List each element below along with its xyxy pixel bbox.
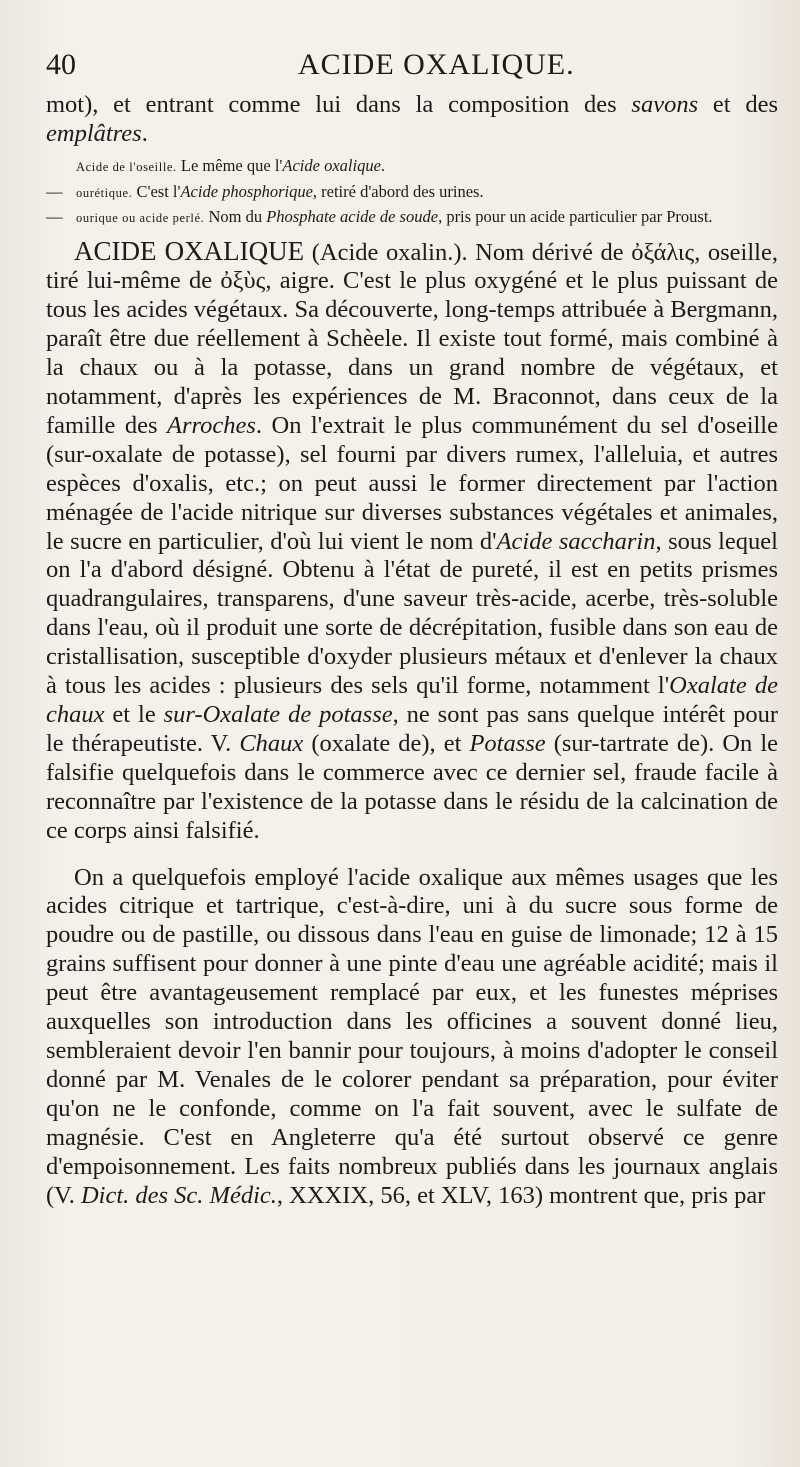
entry-term: Acide de l'oseille. — [76, 160, 177, 174]
italic-term: emplâtres — [46, 120, 142, 147]
text: (sur-tartrate de). On le falsifie quelquefois dans le commerce avec ce dernier sel, fraude facile à reconnaître par l'existence de la potasse dans le résidu de la calcination de ce corps ainsi falsifié. — [46, 729, 778, 844]
usage-paragraph — [46, 864, 778, 1211]
text: On a quelquefois employé l'acide oxalique aux mêmes usages que les acides citrique et tartrique, c'est-à-dire, uni à du sucre sous forme de poudre ou de pastille, ou dissous dans l'eau en guise de limonade; 12 à 15 grains suffisent pour donner à une pinte d'eau une agréable acidité; mais il peut être avantageusement remplacé par eux, et les funestes méprises auxquelles son introduction dans les officines a souvent donné lieu, sembleraient devoir l'en bannir pour toujours, à moins d'adopter le conseil donné par M. Venales de le colorer pendant sa préparation, pour éviter qu'on ne le confonde, comme on l'a fait souvent, avec le sulfate de magnésie. C'est en Angleterre qu'a été surtout observé ce genre d'empoisonnement. Les faits nombreux publiés dans les journaux anglais (V. — [46, 863, 778, 1209]
text: et des — [698, 91, 778, 118]
entry-term: ourétique. — [76, 185, 133, 200]
continued-paragraph — [46, 90, 778, 148]
italic-term: Phosphate acide de soude — [266, 207, 439, 226]
entry-acide-oxalique — [46, 237, 778, 846]
text: , ne sont pas sans quelque intérêt pour le thérapeutiste. V. — [46, 701, 778, 757]
entry-headword: ACIDE OXALIQUE — [74, 235, 305, 266]
italic-term: sur-Oxalate de potasse — [163, 701, 393, 728]
italic-term: Potasse — [469, 729, 546, 757]
greek-word: ὀξὺς — [220, 267, 266, 295]
italic-term: Dict. des Sc. Médic. — [80, 1181, 277, 1209]
text: Le même que l' — [176, 156, 283, 175]
text: , aigre. C'est le plus oxygéné et le plus puissant de tous les acides végétaux. Sa découverte, long-temps attribuée à Bergmann, paraît être due réellement à Schèele. Il existe tout formé, mais combiné à la chaux ou à la potasse, dans un grand nombre de végétaux, et notamment, d'après les expériences de M. Braconnot, dans ceux de la famille des — [46, 267, 779, 439]
italic-term: savons — [631, 91, 699, 118]
text: Nom du — [204, 207, 267, 226]
text: . — [141, 120, 148, 147]
italic-term: Chaux — [239, 729, 304, 757]
italic-term: Acide phosphorique — [180, 181, 313, 201]
text: et le — [104, 701, 164, 728]
text: , pris pour un acide particulier par Proust. — [438, 207, 713, 226]
page-header — [46, 44, 778, 90]
italic-term: Oxalate de chaux — [46, 672, 778, 728]
text: . — [380, 156, 386, 175]
running-title: ACIDE OXALIQUE. — [298, 48, 575, 81]
text: mot), et entrant comme lui dans la composition des — [46, 91, 632, 118]
italic-term: Acide oxalique — [282, 156, 381, 175]
entry-acide-oseille — [46, 154, 778, 180]
italic-term: Arroches — [166, 411, 256, 439]
text: (oxalate de), et — [303, 729, 470, 757]
text: , oseille, tiré lui-même de — [46, 238, 778, 295]
text: , XXXIX, 56, et XLV, 163) montrent que, pris par — [276, 1181, 766, 1209]
text: C'est l' — [132, 181, 181, 201]
text: , retiré d'abord des urines. — [312, 181, 484, 201]
italic-term: Acide saccharin — [496, 527, 656, 555]
entry-term: ourique ou acide perlé. — [76, 211, 205, 225]
page-number: 40 — [46, 48, 76, 81]
cross-reference-entries — [46, 154, 778, 231]
text: , sous lequel on l'a d'abord désigné. Obtenu à l'état de pureté, il est en petits prismes quadrangulaires, transparens, d'une saveur très-acide, acerbe, très-soluble dans l'eau, où il produit une sorte de décrépitation, fusible dans son eau de cristallisation, susceptible d'oxyder plusieurs métaux et d'enlever la chaux à tous les acides : plusieurs des sels qu'il forme, notamment l' — [46, 527, 778, 700]
text: . On l'extrait le plus communément du sel d'oseille (sur-oxalate de potasse), sel fourni par divers rumex, l'alleluia, et autres espèces d'oxalis, etc.; on peut aussi le former directement par l'action ménagée de l'acide nitrique sur diverses substances végétales et animales, le sucre en particulier, d'où lui vient le nom d' — [46, 411, 778, 555]
entry-dash: — — [46, 181, 63, 201]
text: (Acide oxalin.). Nom dérivé de — [304, 238, 632, 266]
entry-ouretique — [46, 180, 778, 206]
entry-dash: — — [46, 207, 63, 226]
entry-ourique — [46, 205, 778, 231]
greek-word: ὀξάλις — [631, 238, 695, 266]
